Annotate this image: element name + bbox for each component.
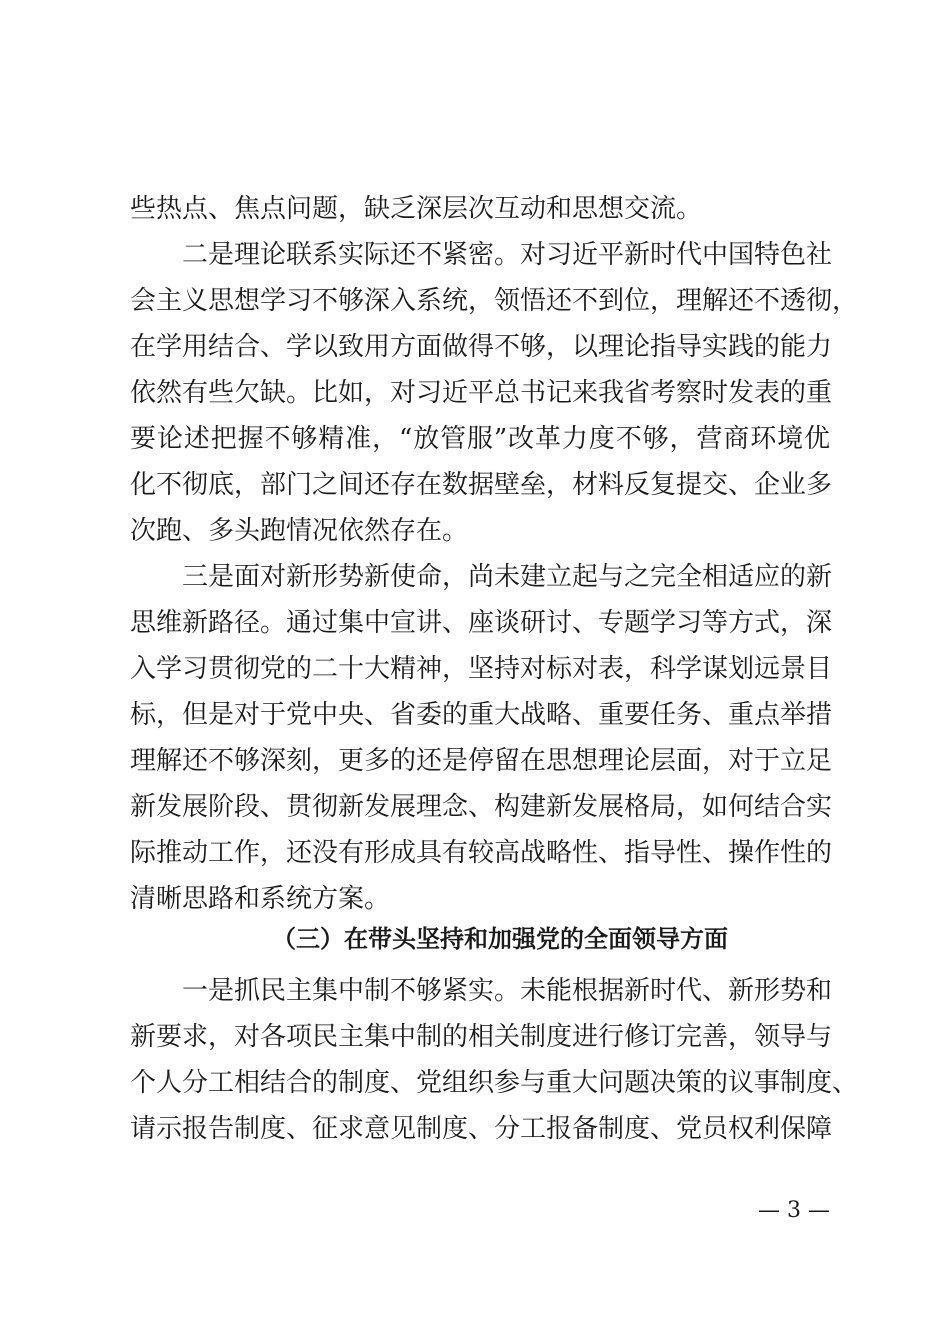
section-heading: （三）在带头坚持和加强党的全面领导方面 xyxy=(272,925,728,953)
text-line: 次跑、多头跑情况依然存在。 xyxy=(130,516,469,546)
paragraph-start-line: 一是抓民主集中制不够紧实。未能根据新时代、新形势和 xyxy=(182,976,833,1006)
text-line: 清晰思路和系统方案。 xyxy=(130,884,391,914)
text-line: 在学用结合、学以致用方面做得不够，以理论指导实践的能力 xyxy=(130,332,833,362)
text-line: 个人分工相结合的制度、党组织参与重大问题决策的议事制度、 xyxy=(130,1068,859,1098)
text-line: 些热点、焦点问题，缺乏深层次互动和思想交流。 xyxy=(130,194,703,224)
text-line: 新发展阶段、贯彻新发展理念、构建新发展格局，如何结合实 xyxy=(130,792,833,822)
text-line: 请示报告制度、征求意见制度、分工报备制度、党员权利保障 xyxy=(130,1114,833,1144)
text-line: 依然有些欠缺。比如，对习近平总书记来我省考察时发表的重 xyxy=(130,378,833,408)
text-line: 化不彻底，部门之间还存在数据壁垒，材料反复提交、企业多 xyxy=(130,470,833,500)
paragraph-start-line: 二是理论联系实际还不紧密。对习近平新时代中国特色社 xyxy=(182,240,833,270)
text-line: 标，但是对于党中央、省委的重大战略、重要任务、重点举措 xyxy=(130,700,833,730)
text-line: 要论述把握不够精准，“放管服”改革力度不够，营商环境优 xyxy=(130,424,830,454)
text-line: 理解还不够深刻，更多的还是停留在思想理论层面，对于立足 xyxy=(130,746,833,776)
text-line: 入学习贯彻党的二十大精神，坚持对标对表，科学谋划远景目 xyxy=(130,654,833,684)
page-number: — 3 — xyxy=(758,1198,830,1223)
text-line: 新要求，对各项民主集中制的相关制度进行修订完善，领导与 xyxy=(130,1022,833,1052)
text-line: 际推动工作，还没有形成具有较高战略性、指导性、操作性的 xyxy=(130,838,833,868)
text-line: 思维新路径。通过集中宣讲、座谈研讨、专题学习等方式，深 xyxy=(130,608,833,638)
paragraph-start-line: 三是面对新形势新使命，尚未建立起与之完全相适应的新 xyxy=(182,562,833,592)
text-line: 会主义思想学习不够深入系统，领悟还不到位，理解还不透彻， xyxy=(130,286,859,316)
